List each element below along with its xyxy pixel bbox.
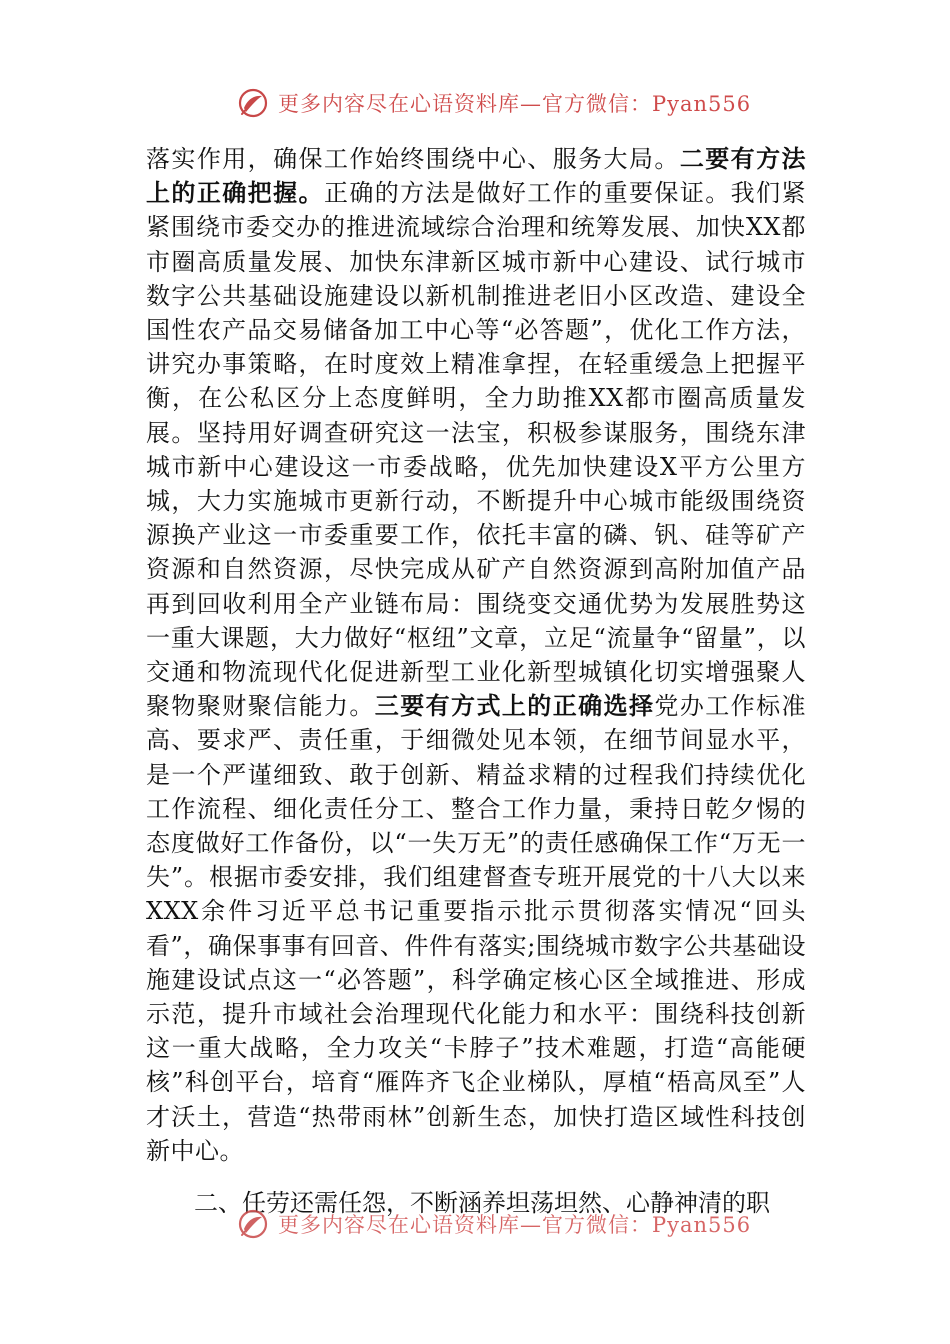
body-paragraph	[146, 142, 806, 1168]
text-segment: 正确的方法是做好工作的重要保证。我们紧紧围绕市委交办的推进流域综合治理和统筹发展、加快XX都市圈高质量发展、加快东津新区城市新中心建设、试行城市数字公共基础设施建设以新机制推进老旧小区改造、建设全国性农产品交易储备加工中心等“必答题”，优化工作方法，讲究办事策略，在时度效上精准拿捏，在轻重缓急上把握平衡，在公私区分上态度鲜明，全力助推XX都市圈高质量发展。坚持用好调查研究这一法宝，积极参谋服务，围绕东津城市新中心建设这一市委战略，优先加快建设X平方公里方城，大力实施城市更新行动，不断提升中心城市能级围绕资源换产业这一市委重要工作，依托丰富的磷、钒、硅等矿产资源和自然资源，尽快完成从矿产自然资源到高附加值产品再到回收利用全产业链布局：围绕变交通优势为发展胜势这一重大课题，大力做好“枢纽”文章，立足“流量争“留量”，以交通和物流现代化促进新型工业化新型城镇化切实增强聚人聚物聚财聚信能力。	[146, 179, 807, 721]
text-segment: 党办工作标准高、要求严、责任重，于细微处见本领，在细节间显水平，是一个严谨细致、敢于创新、精益求精的过程我们持续优化工作流程、细化责任分工、整合工作力量，秉持日乾夕惕的态度做好工作备份，以“一失万无”的责任感确保工作“万无一失”。根据市委安排，我们组建督查专班开展党的十八大以来XXX余件习近平总书记重要指示批示贯彻落实情况“回头看”，确保事事有回音、件件有落实;围绕城市数字公共基础设施建设试点这一“必答题”，科学确定核心区全域推进、形成示范，提升市域社会治理现代化能力和水平：围绕科技创新这一重大战略，全力攻关“卡脖子”技术难题，打造“高能硬核”科创平台，培育“雁阵齐飞企业梯队，厚植“梧高凤至”人才沃土，营造“热带雨林”创新生态，加快打造区域性科技创新中心。	[146, 692, 807, 1165]
watermark-text: 更多内容尽在心语资料库—官方微信：Pyan556	[278, 92, 752, 116]
subheading-method: 二要有方法上的正确把握。	[146, 145, 807, 208]
watermark-text: 更多内容尽在心语资料库—官方微信：Pyan556	[278, 1213, 752, 1237]
pen-logo-icon	[236, 1207, 270, 1241]
watermark-footer	[236, 1207, 751, 1241]
watermark-header	[236, 86, 751, 120]
section-heading: 二、任劳还需任怨，不断涵养坦荡坦然、心静神清的职	[194, 1189, 770, 1217]
text-segment: 落实作用，确保工作始终围绕中心、服务大局。	[146, 145, 680, 173]
pen-logo-icon	[236, 86, 270, 120]
subheading-approach: 三要有方式上的正确选择	[374, 692, 655, 721]
